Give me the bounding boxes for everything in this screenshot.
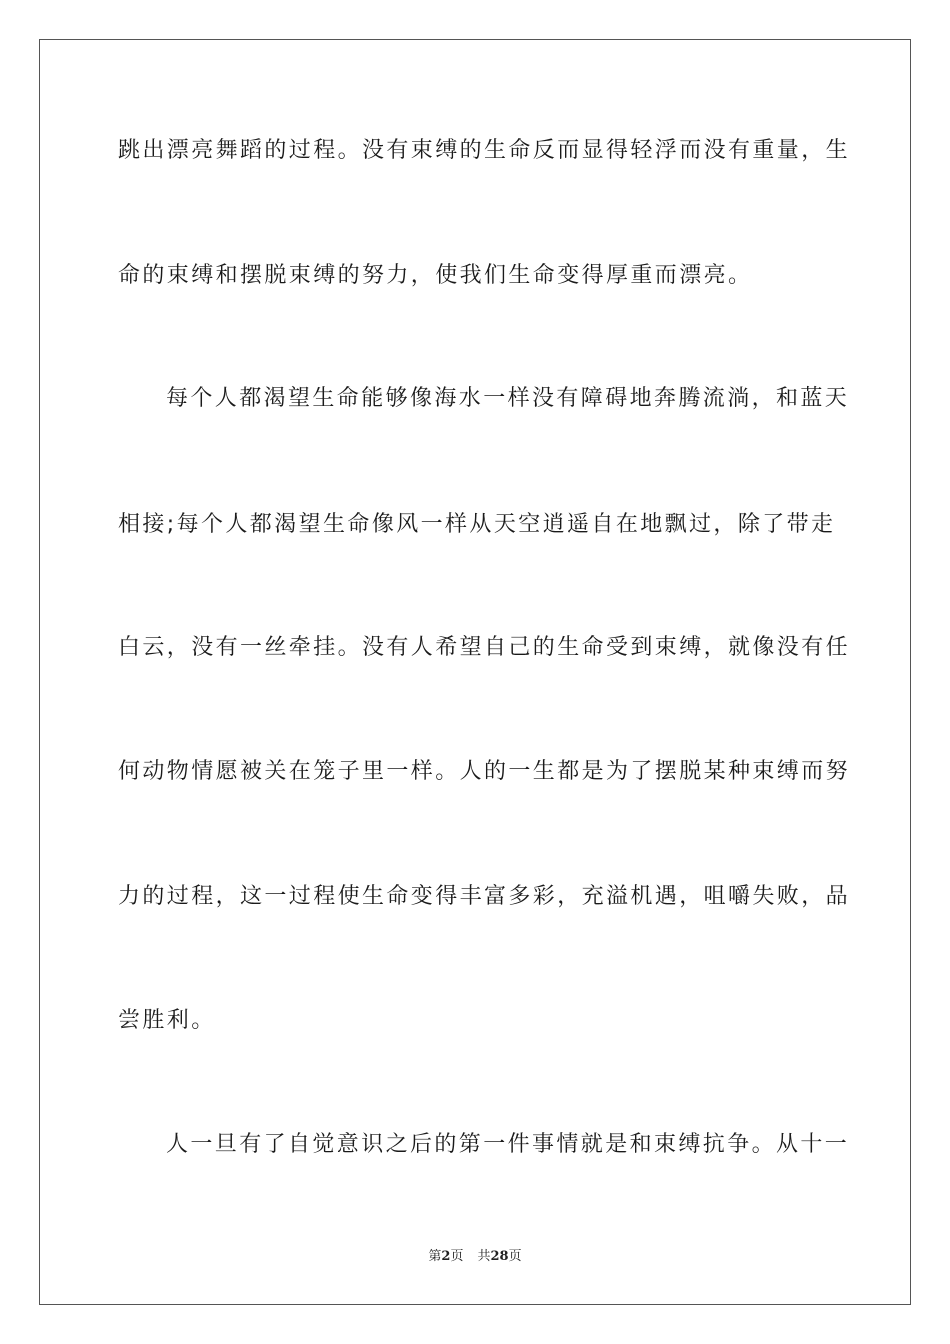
text-line-7: 力的过程，这一过程使生命变得丰富多彩，充溢机遇，咀嚼失败，品 xyxy=(118,884,851,909)
text-line-5: 白云，没有一丝牵挂。没有人希望自己的生命受到束缚，就像没有任 xyxy=(118,635,851,660)
footer-page-prefix: 第 xyxy=(428,1249,442,1264)
text-line-2: 命的束缚和摆脱束缚的努力，使我们生命变得厚重而漂亮。 xyxy=(118,263,753,288)
text-line-4: 相接;每个人都渴望生命像风一样从天空逍遥自在地飘过，除了带走 xyxy=(118,512,836,537)
page-border xyxy=(39,39,911,1305)
footer-page-suffix: 页 xyxy=(450,1249,464,1264)
text-line-9-paragraph-start: 人一旦有了自觉意识之后的第一件事情就是和束缚抗争。从十一 xyxy=(166,1132,850,1157)
text-line-3-paragraph-start: 每个人都渴望生命能够像海水一样没有障碍地奔腾流淌，和蓝天 xyxy=(166,386,850,411)
text-line-1: 跳出漂亮舞蹈的过程。没有束缚的生命反而显得轻浮而没有重量，生 xyxy=(118,138,851,163)
text-line-8: 尝胜利。 xyxy=(118,1008,216,1033)
footer-total-prefix: 共 xyxy=(477,1249,491,1264)
footer-total-suffix: 页 xyxy=(508,1249,522,1264)
page-footer xyxy=(0,1248,950,1266)
footer-total-pages: 28 xyxy=(490,1249,509,1264)
text-line-6: 何动物情愿被关在笼子里一样。人的一生都是为了摆脱某种束缚而努 xyxy=(118,759,851,784)
footer-page-number: 2 xyxy=(441,1249,451,1264)
